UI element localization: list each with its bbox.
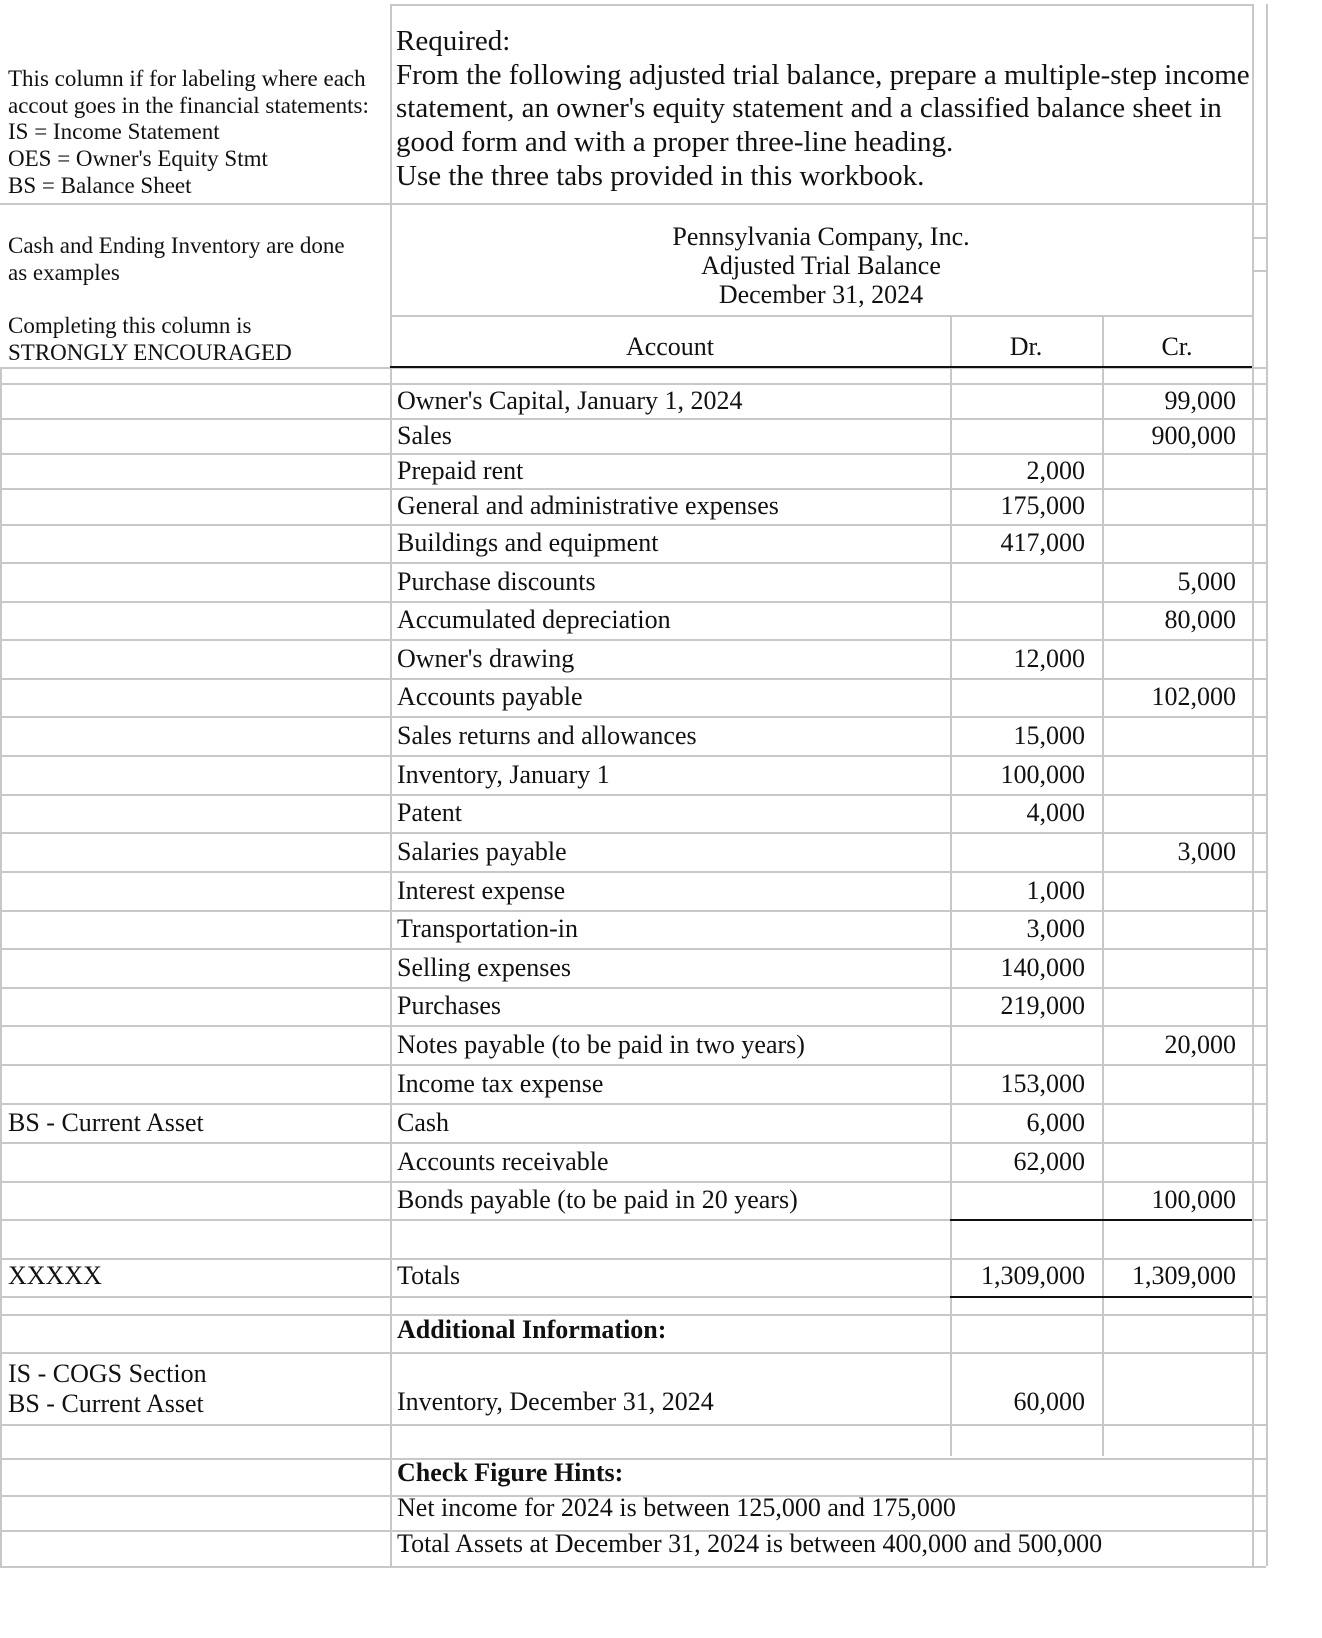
row-cr[interactable]: 900,000 [1151, 420, 1236, 450]
required-line: statement, an owner's equity statement and a classified balance sheet in [396, 92, 1222, 125]
grid-line [950, 1219, 1252, 1221]
grid-line [0, 1103, 1266, 1105]
row-account[interactable]: Income tax expense [397, 1068, 604, 1098]
column-header-account[interactable]: Account [625, 332, 715, 361]
row-account[interactable]: Owner's drawing [397, 643, 575, 673]
row-account[interactable]: Accounts payable [397, 682, 583, 711]
row-account[interactable]: Sales returns and allowances [397, 720, 697, 750]
row-account[interactable]: Purchase discounts [397, 566, 596, 596]
note-line: IS = Income Statement [8, 119, 220, 145]
grid-line [0, 1064, 1266, 1066]
label-notes-encourage[interactable] [8, 313, 292, 366]
row-dr[interactable]: 219,000 [1000, 991, 1085, 1020]
column-header-dr[interactable]: Dr. [1009, 332, 1043, 361]
grid-line [0, 716, 1266, 718]
row-dr[interactable]: 140,000 [1000, 952, 1085, 982]
row-cr[interactable]: 80,000 [1164, 605, 1236, 634]
grid-line [0, 1566, 1266, 1568]
column-header-cr[interactable]: Cr. [1161, 332, 1193, 361]
row-cr[interactable]: 100,000 [1151, 1185, 1236, 1214]
totals-dr[interactable]: 1,309,000 [981, 1261, 1085, 1290]
hint-total-assets[interactable]: Total Assets at December 31, 2024 is between 400,000 and 500,000 [397, 1529, 1103, 1558]
required-line: From the following adjusted trial balance, prepare a multiple-step income [396, 58, 1250, 91]
row-account[interactable]: Accounts receivable [397, 1146, 609, 1176]
additional-label-line: IS - COGS Section [8, 1359, 207, 1388]
row-dr[interactable]: 4,000 [1026, 798, 1085, 827]
totals-cr[interactable]: 1,309,000 [1132, 1261, 1236, 1290]
row-cr[interactable]: 5,000 [1177, 566, 1236, 596]
row-dr[interactable]: 417,000 [1000, 528, 1085, 557]
label-notes-top[interactable] [8, 66, 369, 199]
row-dr[interactable]: 2,000 [1026, 455, 1085, 485]
row-dr[interactable]: 62,000 [1013, 1146, 1085, 1176]
grid-line [0, 987, 1266, 989]
note-line: STRONGLY ENCOURAGED [8, 339, 292, 365]
grid-line [0, 601, 1266, 603]
note-line: OES = Owner's Equity Stmt [8, 146, 268, 172]
row-account[interactable]: Buildings and equipment [397, 528, 659, 557]
row-account[interactable]: Notes payable (to be paid in two years) [397, 1029, 805, 1059]
grid-line [0, 1424, 1266, 1426]
grid-line [0, 1458, 1266, 1460]
grid-line [0, 524, 1266, 526]
note-line: BS = Balance Sheet [8, 172, 192, 198]
required-line: Use the three tabs provided in this workbook. [396, 159, 925, 192]
note-line: as examples [8, 259, 120, 285]
grid-line [0, 794, 1266, 796]
grid-line [0, 383, 1266, 385]
hint-net-income[interactable]: Net income for 2024 is between 125,000 and 175,000 [397, 1493, 956, 1522]
row-account[interactable]: Selling expenses [397, 952, 572, 982]
row-dr[interactable]: 1,000 [1026, 875, 1085, 905]
row-cr[interactable]: 102,000 [1151, 682, 1236, 711]
row-account[interactable]: Prepaid rent [397, 455, 524, 485]
additional-label-line: BS - Current Asset [8, 1389, 204, 1419]
row-dr[interactable]: 12,000 [1013, 643, 1085, 673]
grid-line [0, 488, 1266, 490]
row-account[interactable]: Bonds payable (to be paid in 20 years) [397, 1185, 798, 1214]
required-line: good form and with a proper three-line heading. [396, 125, 954, 158]
row-dr[interactable]: 175,000 [1000, 491, 1085, 520]
row-account[interactable]: Cash [397, 1107, 449, 1137]
grid-line [0, 948, 1266, 950]
row-account[interactable]: Transportation-in [397, 914, 579, 943]
report-date: December 31, 2024 [718, 280, 924, 309]
grid-line [1252, 237, 1266, 239]
note-line: accout goes in the financial statements: [8, 92, 369, 118]
row-cr[interactable]: 3,000 [1177, 836, 1236, 866]
grid-line [0, 367, 2, 1566]
totals-account[interactable]: Totals [397, 1261, 461, 1290]
grid-line [0, 1181, 1266, 1183]
grid-line [0, 755, 1266, 757]
note-line: This column if for labeling where each [8, 66, 366, 91]
row-account[interactable]: Patent [397, 798, 462, 827]
totals-label[interactable]: XXXXX [8, 1261, 102, 1290]
row-label[interactable]: BS - Current Asset [8, 1107, 204, 1137]
grid-line [0, 418, 1266, 420]
row-account[interactable]: Interest expense [397, 875, 566, 905]
grid-line [1266, 4, 1268, 1566]
additional-account[interactable]: Inventory, December 31, 2024 [397, 1387, 714, 1416]
grid-line [390, 366, 1252, 368]
company-name: Pennsylvania Company, Inc. [672, 222, 970, 251]
row-cr[interactable]: 20,000 [1164, 1029, 1236, 1059]
grid-line [0, 832, 1266, 834]
row-account[interactable]: Owner's Capital, January 1, 2024 [397, 385, 743, 415]
label-notes-examples[interactable] [8, 233, 345, 286]
grid-line [0, 678, 1266, 680]
row-account[interactable]: Sales [397, 420, 452, 450]
row-dr[interactable]: 15,000 [1013, 720, 1085, 750]
row-account[interactable]: Inventory, January 1 [397, 759, 610, 789]
required-instructions[interactable] [396, 25, 1250, 193]
row-account[interactable]: Purchases [397, 991, 501, 1020]
grid-line [390, 4, 1252, 6]
grid-line [0, 910, 1266, 912]
grid-line [0, 1352, 1266, 1354]
row-dr[interactable]: 100,000 [1000, 759, 1085, 789]
grid-line [1252, 270, 1266, 272]
row-dr[interactable]: 3,000 [1026, 914, 1085, 943]
report-title: Adjusted Trial Balance [701, 251, 941, 280]
row-cr[interactable]: 99,000 [1164, 385, 1236, 415]
grid-line [0, 453, 1266, 455]
grid-line [950, 1296, 1252, 1298]
grid-line [0, 871, 1266, 873]
row-dr[interactable]: 153,000 [1000, 1068, 1085, 1098]
grid-line [0, 1025, 1266, 1027]
note-line: Completing this column is [8, 313, 252, 338]
row-account[interactable]: General and administrative expenses [397, 491, 779, 520]
check-figure-hints-heading[interactable]: Check Figure Hints: [397, 1458, 624, 1487]
grid-line [0, 1142, 1266, 1144]
required-heading: Required: [396, 25, 511, 57]
grid-line [0, 639, 1266, 641]
grid-line [0, 1258, 1266, 1260]
row-account[interactable]: Salaries payable [397, 836, 567, 866]
note-line: Cash and Ending Inventory are done [8, 233, 345, 258]
row-account[interactable]: Accumulated depreciation [397, 605, 671, 634]
grid-line [0, 203, 1266, 205]
grid-line [390, 315, 1252, 317]
additional-info-heading[interactable]: Additional Information: [397, 1315, 667, 1344]
additional-label[interactable] [8, 1359, 207, 1419]
grid-line [0, 562, 1266, 564]
row-dr[interactable]: 6,000 [1026, 1107, 1085, 1137]
additional-dr[interactable]: 60,000 [1013, 1387, 1085, 1416]
